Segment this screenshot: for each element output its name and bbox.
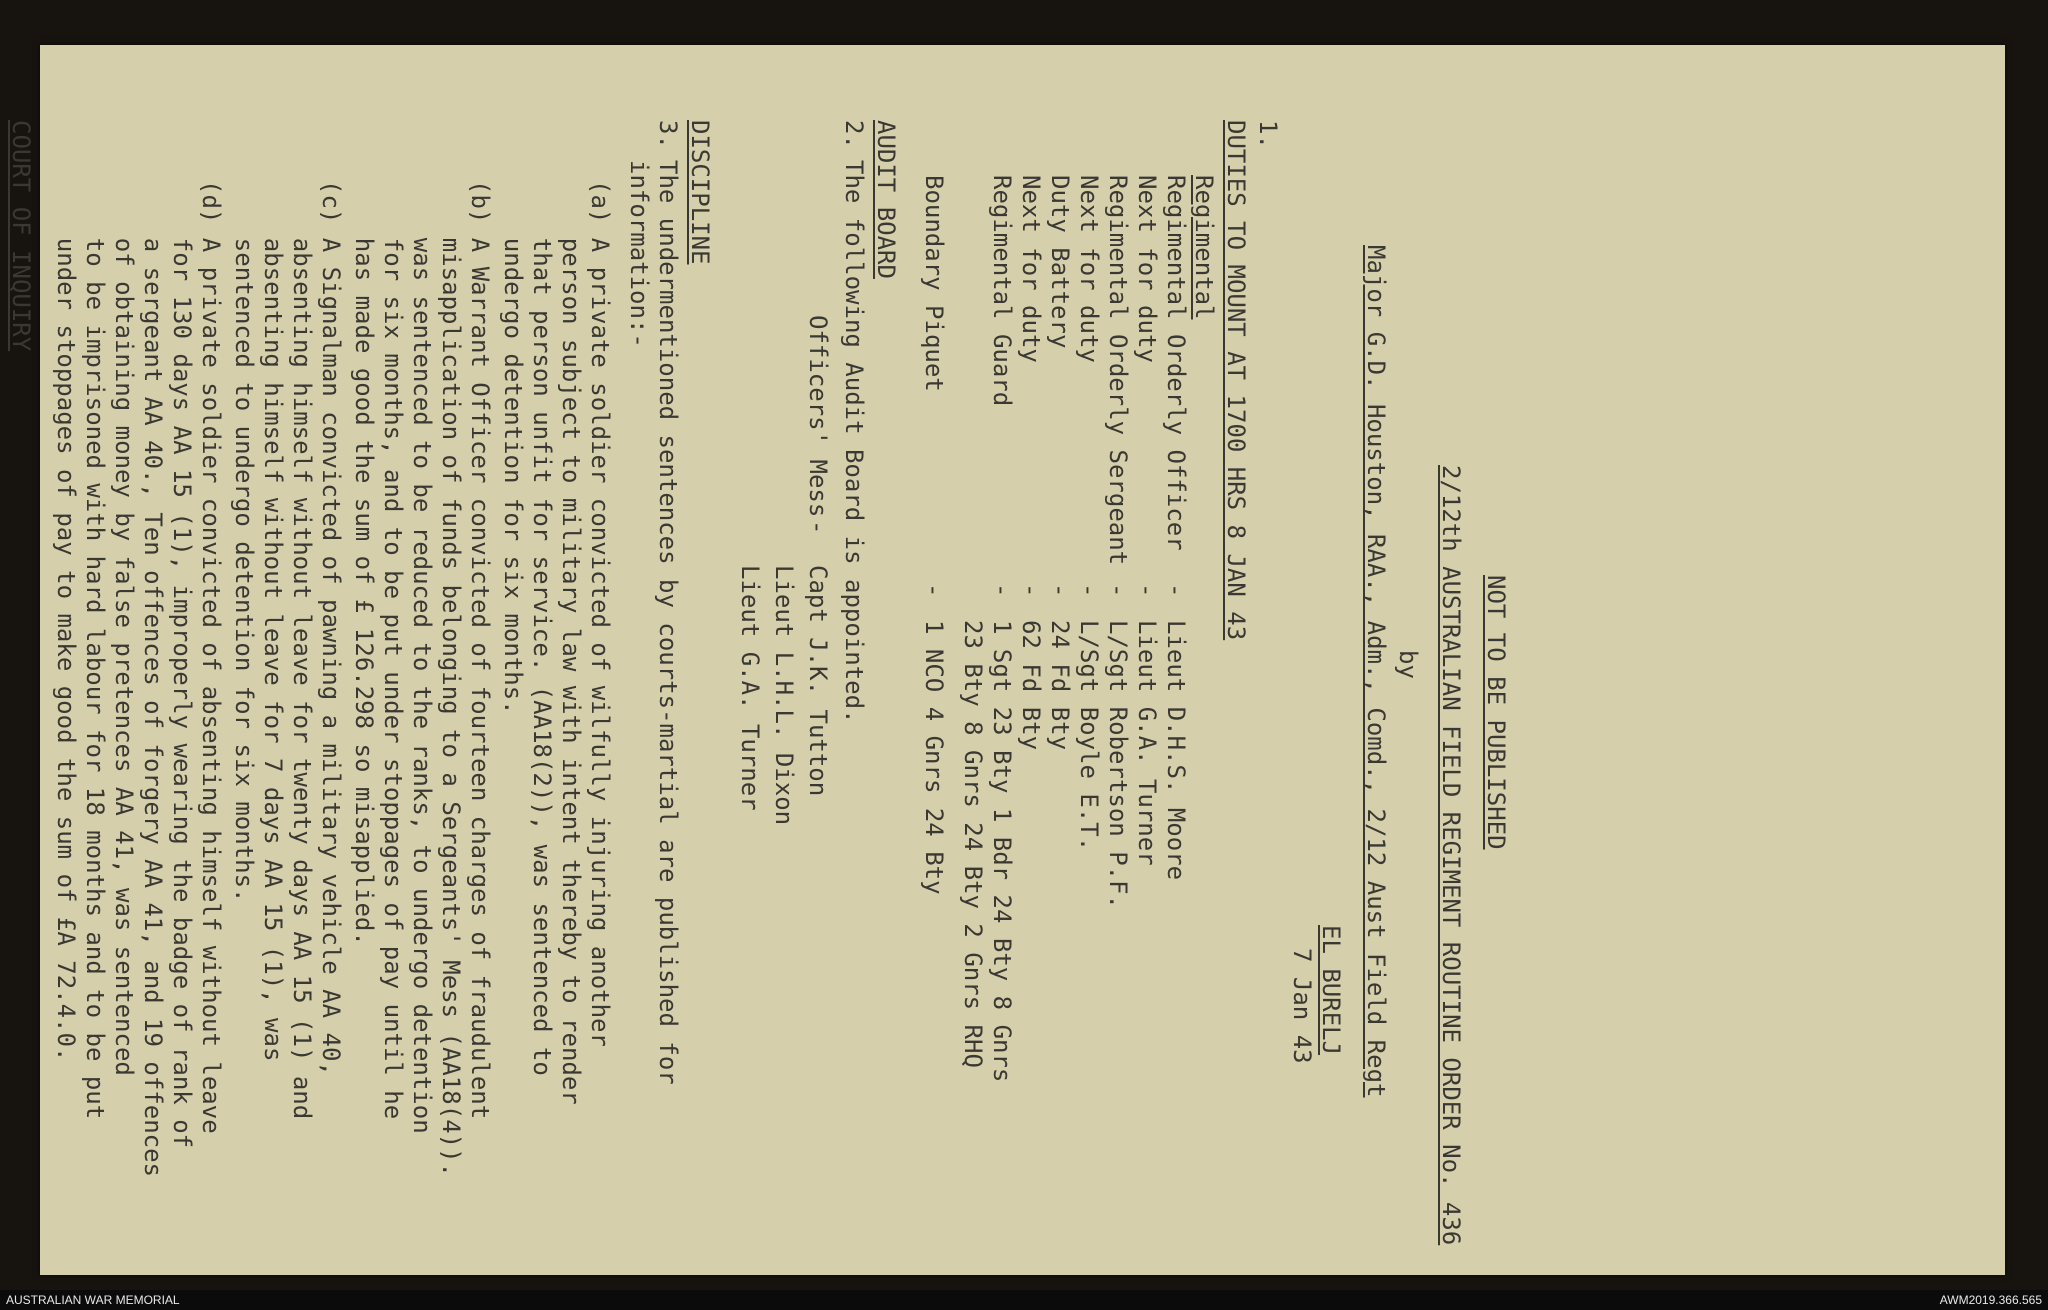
audit-member: Capt J.K. Tutton [804, 565, 832, 797]
duty-dash: - [1133, 583, 1161, 598]
duty-dash: - [1104, 583, 1132, 598]
sentence-a-line: undergo detention for six months. [499, 180, 527, 715]
duty-name: 62 Fd Bty [1017, 620, 1045, 751]
duty-role: Duty Battery [1046, 175, 1074, 349]
document-title: 2/12th AUSTRALIAN FIELD REGIMENT ROUTINE ORDER No. 436 [1437, 465, 1465, 1246]
section-1-heading: DUTIES TO MOUNT AT 1700 HRS 8 JAN 43 [1222, 120, 1250, 641]
duty-dash: - [920, 583, 948, 598]
archive-name: AUSTRALIAN WAR MEMORIAL [6, 1293, 180, 1307]
sentence-b-line: for six months, and to be put under stoppages of pay until he [379, 180, 407, 1120]
duty-name: 23 Bty 8 Gnrs 24 Bty 2 Gnrs RHQ [959, 620, 987, 1068]
sentence-a-line: (a) A private soldier convicted of wilfully injuring another [586, 180, 614, 1047]
sentence-b-line: has made good the sum of £ 126.298 so misapplied. [350, 180, 378, 946]
duty-name: 1 NCO 4 Gnrs 24 Bty [920, 620, 948, 895]
sentence-a-line: that person unfit for service. (AA18(2)), was sentenced to [528, 180, 556, 1076]
audit-dash: - [804, 520, 832, 535]
duty-dash: - [1162, 583, 1190, 598]
paper-sheet [7, 45, 2005, 1275]
place: EL BURELJ [1317, 925, 1345, 1056]
duty-name: Lieut D.H.S. Moore [1162, 620, 1190, 881]
duty-role: Next for duty [1075, 175, 1103, 363]
audit-member: Lieut G.A. Turner [736, 565, 764, 811]
sentence-c-line: (c) A Signalman convicted of pawning a military vehicle AA 40, [317, 180, 345, 1076]
stamp: NOT TO BE PUBLISHED [1482, 575, 1510, 850]
section-1-subheading: Regimental [1190, 175, 1218, 320]
duty-role: Regimental Orderly Sergeant [1104, 175, 1132, 566]
duty-name: 1 Sgt 23 Bty 1 Bdr 24 Bty 8 Gnrs [988, 620, 1016, 1083]
audit-mess: Officers' Mess [804, 315, 832, 518]
section-2-intro: The following Audit Board is appointed. [840, 160, 868, 724]
section-2-heading: AUDIT BOARD [872, 120, 900, 279]
sentence-a-line: person subject to military law with intent thereby to render [557, 180, 585, 1105]
sentence-b-line: was sentenced to be reduced to the ranks, to undergo detention [408, 180, 436, 1134]
duty-dash: - [988, 583, 1016, 598]
archive-caption-bar [0, 1290, 2048, 1310]
date: 7 Jan 43 [1288, 948, 1316, 1064]
audit-member: Lieut L.H.L. Dixon [770, 565, 798, 826]
duty-dash: - [1046, 583, 1074, 598]
by-line: by [1394, 650, 1422, 679]
duty-role: Regimental Guard [988, 175, 1016, 407]
sentence-d-line: for 130 days AA 15 (1), improperly wearing the badge of rank of [168, 180, 196, 1149]
sentence-b-line: (b) A Warrant Officer convicted of fourteen charges of fraudulent [466, 180, 494, 1120]
duty-role: Next for duty [1017, 175, 1045, 363]
sentence-d-line: (d) A private soldier convicted of absenting himself without leave [197, 180, 225, 1134]
duty-dash: - [1075, 583, 1103, 598]
duty-name: L/Sgt Boyle E.T. [1075, 620, 1103, 852]
section-2-number: 2. [840, 120, 868, 149]
sentence-c-line: absenting himself without leave for twenty days AA 15 (1) and [288, 180, 316, 1120]
sentence-d-line: to be imprisoned with hard labour for 18 months and to be put [81, 180, 109, 1120]
sentence-d-line: of obtaining money by false pretences AA 41, was sentenced [110, 180, 138, 1076]
section-3-number: 3. [654, 120, 682, 149]
section-4-heading: COURT OF INQUIRY [7, 120, 35, 352]
routine-order-text [0, 105, 1540, 1305]
duty-role: Boundary Piquet [920, 175, 948, 392]
accession-number: AWM2019.366.565 [1939, 1293, 2042, 1307]
commander-line: Major G.D. Houston, RAA., Adm., Comd., 2/12 Aust Field Regt [1362, 245, 1390, 1098]
duty-name: 24 Fd Bty [1046, 620, 1074, 751]
duty-dash: - [1017, 583, 1045, 598]
duty-role: Next for duty [1133, 175, 1161, 363]
sentence-c-line: absenting himself without leave for 7 days AA 15 (1), was [259, 180, 287, 1062]
duty-name: Lieut G.A. Turner [1133, 620, 1161, 866]
duty-name: L/Sgt Robertson P.F. [1104, 620, 1132, 909]
section-3-intro-line: information:- [625, 160, 653, 348]
section-3-intro-line: The undermentioned sentences by courts-martial are published for [654, 160, 682, 1085]
sentence-b-line: misapplication of funds belonging to a Sergeants' Mess (AA18(4)). [437, 180, 465, 1177]
duty-role: Regimental Orderly Officer [1162, 175, 1190, 551]
section-1-number: 1. [1254, 120, 1282, 149]
sentence-d-line: a sergeant AA 40., Ten offences of forgery AA 41, and 19 offences [139, 180, 167, 1177]
sentence-c-line: sentenced to undergo detention for six months. [230, 180, 258, 903]
sentence-d-line: under stoppages of pay to make good the sum of £A 72.4.0. [52, 180, 80, 1062]
section-3-heading: DISCIPLINE [686, 120, 714, 265]
